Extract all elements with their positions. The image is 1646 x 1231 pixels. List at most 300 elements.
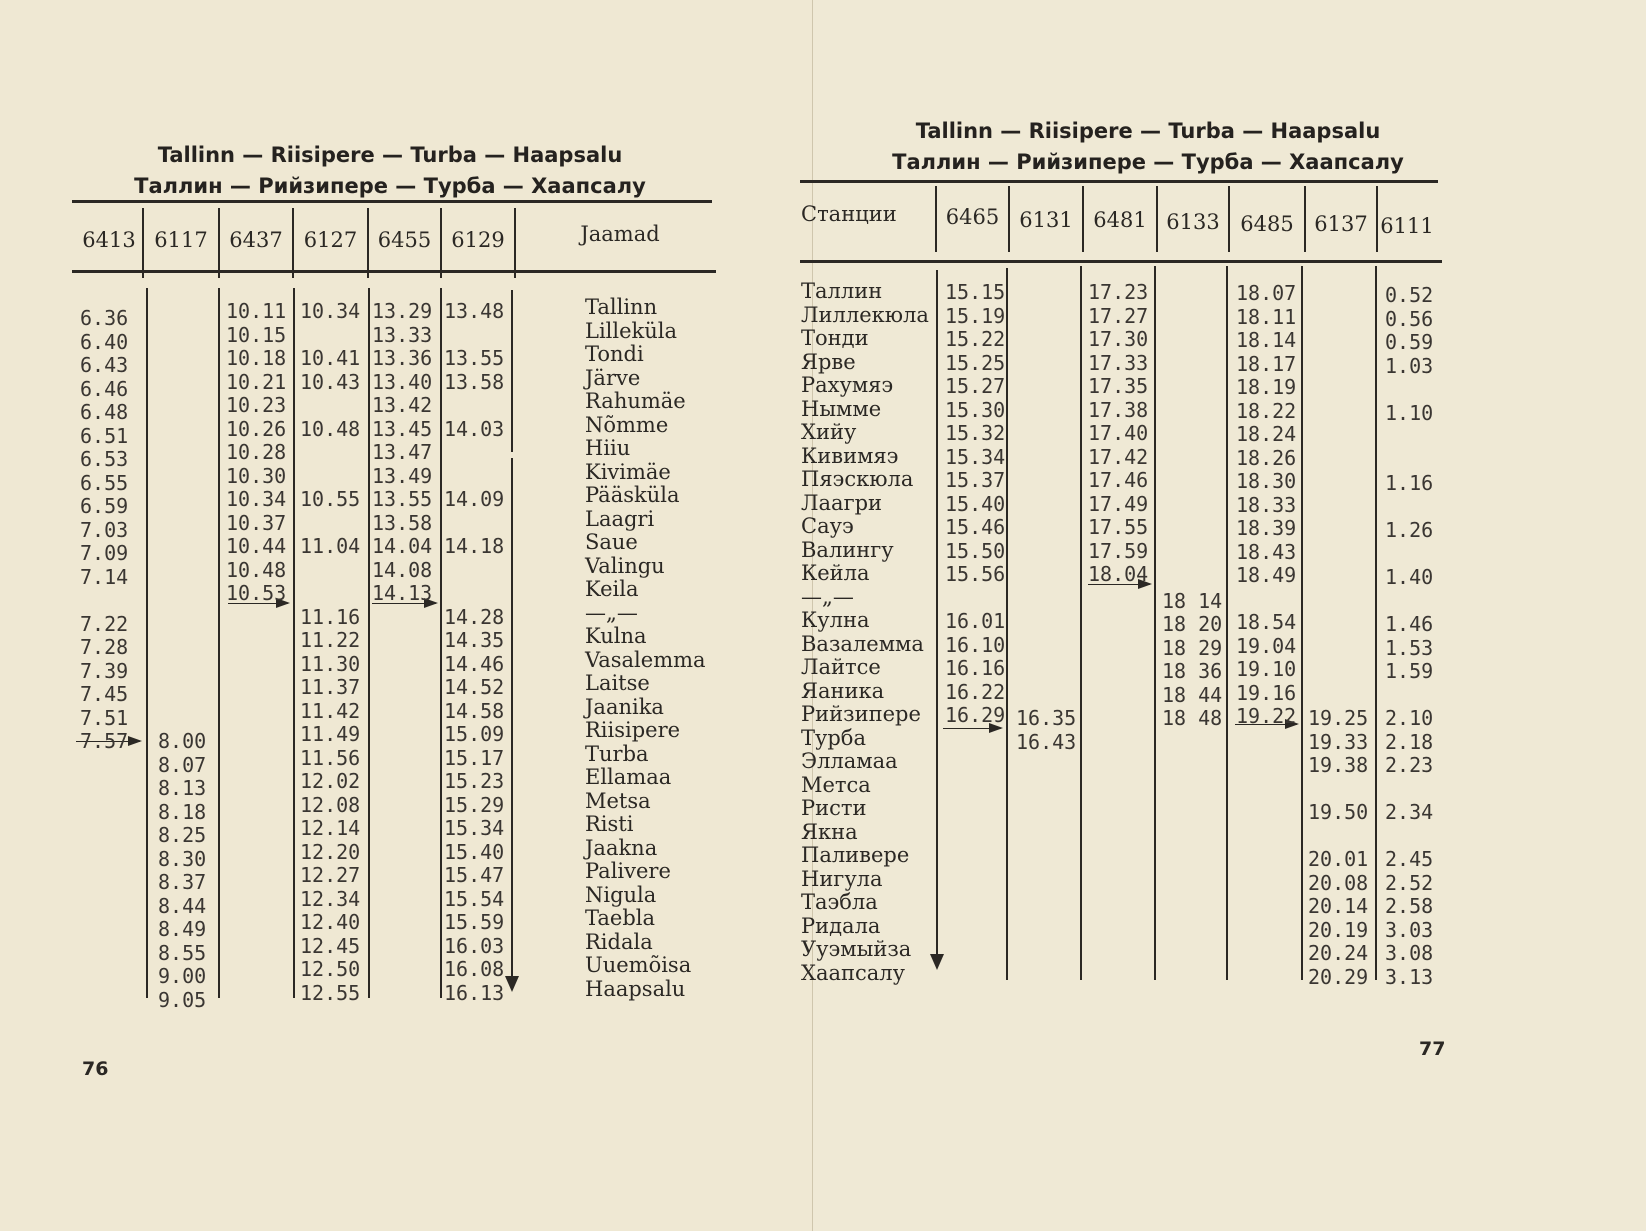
time-cell	[1016, 308, 1076, 332]
time-cell: 18.49	[1236, 563, 1297, 587]
time-cell	[1162, 378, 1222, 402]
left-down-arrow-icon	[505, 976, 519, 992]
time-cell	[444, 559, 504, 583]
time-cell: 9.00	[158, 964, 207, 988]
time-cell	[1236, 752, 1296, 776]
time-cell	[945, 751, 1005, 775]
time-cell	[158, 378, 206, 402]
right-header-6137: 6137	[1314, 212, 1368, 236]
time-cell	[1162, 801, 1222, 825]
right-header-6465: 6465	[945, 205, 1000, 229]
time-cell: 1.16	[1385, 471, 1434, 495]
station-name: Nõmme	[585, 412, 669, 437]
time-cell	[1162, 731, 1222, 755]
time-cell: 15.09	[444, 722, 505, 746]
time-cell: 8.00	[158, 729, 207, 753]
time-cell: 18.11	[1236, 304, 1297, 329]
time-cell	[1016, 496, 1076, 520]
time-cell	[158, 307, 206, 331]
time-cell	[444, 512, 504, 536]
time-cell: 14.09	[444, 487, 505, 511]
time-cell: 1.59	[1385, 659, 1434, 683]
time-cell	[158, 472, 206, 496]
time-cell: 3.03	[1385, 917, 1434, 942]
time-cell: 15.29	[444, 792, 505, 817]
time-cell: 14.58	[444, 698, 505, 723]
station-name: Лаагри	[801, 490, 883, 515]
time-cell	[1016, 425, 1076, 449]
time-cell: 2.45	[1385, 847, 1434, 871]
time-cell: 15.17	[444, 745, 505, 770]
time-cell: 15.56	[945, 562, 1006, 586]
time-cell	[372, 747, 432, 771]
time-cell: 8.25	[158, 823, 207, 847]
time-cell: 11.49	[300, 722, 361, 746]
time-cell: 17.27	[1088, 303, 1149, 328]
time-cell: 19.10	[1236, 657, 1297, 681]
time-cell	[1016, 942, 1076, 966]
time-cell	[1088, 916, 1148, 940]
time-cell: 15.15	[945, 280, 1006, 304]
time-cell	[80, 589, 128, 613]
station-name: Кулна	[801, 608, 870, 632]
time-cell: 10.28	[226, 440, 287, 464]
right-header-6111: 6111	[1380, 214, 1434, 238]
time-cell: 7.03	[80, 517, 129, 542]
time-cell	[158, 425, 206, 449]
time-cell: 6.51	[80, 423, 129, 448]
time-cell	[1308, 660, 1368, 684]
time-cell	[1162, 355, 1222, 379]
time-cell	[158, 354, 206, 378]
station-name: —„—	[585, 600, 638, 625]
time-cell	[1016, 355, 1076, 379]
right-line-6133	[1154, 266, 1156, 980]
time-cell: 13.33	[372, 322, 433, 347]
time-cell: 8.07	[158, 752, 207, 777]
right-header-6481: 6481	[1093, 208, 1147, 232]
time-cell	[158, 448, 206, 472]
time-cell	[226, 747, 286, 771]
time-cell	[444, 465, 504, 489]
time-cell	[372, 888, 432, 912]
time-cell: 14.04	[372, 534, 433, 558]
time-cell	[80, 965, 128, 989]
time-cell: 18 29	[1162, 635, 1223, 660]
time-cell	[80, 801, 128, 825]
time-cell	[1385, 590, 1433, 614]
station-name: Laitse	[585, 671, 650, 695]
station-name: Рийзипере	[801, 702, 921, 726]
time-cell	[444, 394, 504, 418]
time-cell	[226, 723, 286, 747]
time-cell	[1016, 590, 1076, 614]
time-cell	[1088, 728, 1148, 752]
time-cell: 20.08	[1308, 870, 1369, 895]
time-cell: 18.24	[1236, 422, 1297, 446]
time-cell: 16.35	[1016, 706, 1077, 730]
time-cell	[1308, 496, 1368, 520]
time-cell: 18.33	[1236, 492, 1297, 517]
time-cell	[1236, 917, 1296, 941]
time-cell: 0.56	[1385, 306, 1434, 331]
time-cell	[1308, 825, 1368, 849]
time-cell: 16.16	[945, 656, 1006, 680]
time-cell: 18.22	[1236, 398, 1297, 423]
station-name: Пяэскюла	[801, 467, 914, 491]
time-cell	[945, 939, 1005, 963]
time-cell: 15.30	[945, 397, 1006, 422]
left-line-stations-lower	[511, 458, 513, 978]
time-cell: 13.58	[372, 510, 433, 535]
time-cell	[945, 845, 1005, 869]
time-cell: 12.50	[300, 957, 361, 981]
time-cell: 13.55	[444, 346, 505, 370]
time-cell	[945, 963, 1005, 987]
time-cell	[945, 798, 1005, 822]
time-cell: 9.05	[158, 987, 207, 1012]
right-header-6485: 6485	[1240, 212, 1294, 236]
time-cell: 6.53	[80, 447, 129, 471]
time-cell	[1236, 799, 1296, 823]
station-name: Rahumäe	[585, 389, 686, 413]
station-name: Таэбла	[801, 890, 878, 914]
time-cell	[1016, 660, 1076, 684]
time-cell	[1162, 496, 1222, 520]
time-cell: 1.46	[1385, 612, 1434, 636]
time-cell: 12.27	[300, 863, 361, 887]
time-cell: 7.09	[80, 541, 129, 565]
time-cell	[80, 895, 128, 919]
time-cell: 15.34	[945, 444, 1006, 469]
time-cell	[158, 401, 206, 425]
left-line-6437	[218, 288, 220, 998]
time-cell	[1162, 825, 1222, 849]
time-cell	[444, 441, 504, 465]
time-cell	[1088, 657, 1148, 681]
time-cell	[372, 653, 432, 677]
time-cell	[1308, 331, 1368, 355]
time-cell	[1385, 425, 1433, 449]
station-name: Лиллекюла	[801, 302, 929, 327]
time-cell: 15.46	[945, 515, 1006, 539]
time-cell	[1236, 588, 1296, 612]
time-cell	[945, 892, 1005, 916]
time-cell: 14.18	[444, 534, 505, 558]
time-cell	[1016, 566, 1076, 590]
time-cell	[1088, 681, 1148, 705]
time-cell	[1236, 776, 1296, 800]
time-cell	[1016, 402, 1076, 426]
time-cell: 15.59	[444, 910, 505, 934]
time-cell: 13.36	[372, 346, 433, 370]
time-cell: 18 44	[1162, 682, 1223, 707]
time-cell: 12.55	[300, 980, 361, 1005]
right-header-6131: 6131	[1019, 208, 1073, 232]
station-name: Turba	[585, 741, 649, 766]
time-cell: 14.13	[372, 581, 433, 605]
right-col-6481	[1088, 281, 1148, 986]
time-cell	[1088, 775, 1148, 799]
time-cell: 17.30	[1088, 327, 1149, 351]
time-cell	[1016, 331, 1076, 355]
time-cell	[1162, 402, 1222, 426]
time-cell: 14.35	[444, 628, 505, 652]
time-cell	[1236, 893, 1296, 917]
time-cell: 8.37	[158, 870, 207, 894]
time-cell: 11.37	[300, 675, 361, 699]
time-cell: 17.23	[1088, 280, 1149, 304]
time-cell: 12.14	[300, 816, 361, 840]
time-cell	[226, 888, 286, 912]
time-cell	[1016, 543, 1076, 567]
right-title	[853, 116, 1443, 178]
time-cell	[372, 676, 432, 700]
time-cell	[1385, 778, 1433, 802]
time-cell	[300, 559, 360, 583]
station-name: Ууэмыйза	[801, 937, 912, 961]
time-cell: 14.28	[444, 604, 505, 629]
time-cell	[226, 606, 286, 630]
time-cell: 18.17	[1236, 351, 1297, 376]
time-cell	[226, 770, 286, 794]
station-name: Яаника	[801, 678, 885, 703]
time-cell: 6.46	[80, 376, 129, 401]
left-line-6455	[368, 288, 370, 998]
time-cell: 12.02	[300, 769, 361, 793]
time-cell	[1385, 449, 1433, 473]
station-name: Laagri	[585, 506, 655, 531]
time-cell: 17.40	[1088, 421, 1149, 445]
time-cell	[1308, 425, 1368, 449]
station-name: Кивимяэ	[801, 443, 899, 468]
time-cell	[1162, 966, 1222, 990]
time-cell	[226, 864, 286, 888]
time-cell: 6.48	[80, 400, 129, 424]
time-cell: 18.30	[1236, 469, 1297, 493]
time-cell	[80, 989, 128, 1013]
time-cell	[372, 629, 432, 653]
time-cell: 18 48	[1162, 706, 1223, 730]
station-name: Метса	[801, 772, 871, 797]
time-cell: 11.16	[300, 604, 361, 629]
time-cell: 18 14	[1162, 588, 1223, 613]
left-header-6455: 6455	[377, 228, 432, 252]
time-cell	[372, 982, 432, 1006]
time-cell	[372, 723, 432, 747]
station-name: Ярве	[801, 349, 856, 374]
time-cell	[226, 982, 286, 1006]
time-cell: 2.58	[1385, 894, 1434, 918]
time-cell: 10.34	[226, 487, 287, 511]
time-cell	[158, 542, 206, 566]
station-name: Tallinn	[585, 295, 658, 319]
time-cell: 6.43	[80, 353, 129, 377]
time-cell: 13.58	[444, 369, 505, 394]
time-cell: 10.30	[226, 463, 287, 488]
right-title-cyrillic: Таллин — Рийзипере — Турба — Хаапсалу	[892, 150, 1404, 174]
time-cell: 15.37	[945, 468, 1006, 492]
time-cell	[372, 958, 432, 982]
time-cell: 2.10	[1385, 706, 1434, 730]
time-cell: 16.22	[945, 679, 1006, 704]
station-name: Uuemõisa	[585, 953, 692, 977]
time-cell: 13.55	[372, 487, 433, 511]
time-cell	[1308, 402, 1368, 426]
time-cell	[158, 660, 206, 684]
time-cell: 10.53	[226, 581, 287, 605]
station-name: Lilleküla	[585, 318, 678, 343]
station-name: Якна	[801, 819, 858, 844]
time-cell	[158, 683, 206, 707]
time-cell: 1.26	[1385, 518, 1434, 542]
time-cell	[158, 613, 206, 637]
right-col-6137	[1308, 284, 1368, 989]
left-line-6127	[293, 288, 295, 998]
time-cell: 10.41	[300, 346, 361, 370]
time-cell: 17.38	[1088, 397, 1149, 422]
time-cell	[300, 582, 360, 606]
time-cell	[226, 676, 286, 700]
station-name: Nigula	[585, 882, 657, 907]
station-name: Нигула	[801, 866, 883, 891]
station-name: Riisipere	[585, 718, 681, 742]
time-cell	[372, 606, 432, 630]
time-cell	[300, 465, 360, 489]
time-cell	[300, 324, 360, 348]
time-cell	[80, 942, 128, 966]
time-cell: 12.45	[300, 933, 361, 958]
time-cell	[1088, 704, 1148, 728]
time-cell	[226, 653, 286, 677]
time-cell	[158, 495, 206, 519]
left-header-6413: 6413	[82, 228, 136, 252]
time-cell	[226, 958, 286, 982]
time-cell: 10.48	[300, 416, 361, 441]
time-cell	[1162, 778, 1222, 802]
time-cell: 13.40	[372, 369, 433, 394]
time-cell	[226, 935, 286, 959]
time-cell: 18.39	[1236, 516, 1297, 540]
time-cell	[372, 700, 432, 724]
time-cell: 11.22	[300, 628, 361, 652]
time-cell	[372, 911, 432, 935]
time-cell	[1308, 449, 1368, 473]
right-col-6133	[1162, 284, 1222, 989]
time-cell	[1016, 378, 1076, 402]
time-cell: 8.55	[158, 940, 207, 965]
time-cell: 20.01	[1308, 847, 1369, 871]
time-cell: 10.21	[226, 369, 287, 394]
left-col-6455	[372, 300, 432, 1005]
station-name: Jaakna	[585, 835, 658, 860]
time-cell: 18.19	[1236, 375, 1297, 399]
station-name: Järve	[585, 365, 641, 390]
time-cell	[1088, 892, 1148, 916]
time-cell	[1162, 449, 1222, 473]
station-name: Таллин	[801, 279, 883, 303]
time-cell: 15.47	[444, 863, 505, 887]
time-cell	[80, 824, 128, 848]
time-cell: 11.42	[300, 698, 361, 723]
time-cell: 16.08	[444, 957, 505, 981]
station-name: Vasalemma	[585, 647, 706, 672]
time-cell: 10.26	[226, 416, 287, 441]
time-cell	[158, 589, 206, 613]
time-cell: 17.46	[1088, 468, 1149, 492]
time-cell	[1016, 778, 1076, 802]
time-cell: 15.34	[444, 816, 505, 840]
right-col-6131	[1016, 284, 1076, 989]
left-col-6413	[80, 307, 128, 1012]
time-cell	[1308, 590, 1368, 614]
time-cell: 1.53	[1385, 635, 1434, 660]
left-col-6129	[444, 300, 504, 1005]
left-title	[120, 140, 660, 202]
right-col-6485	[1236, 282, 1296, 987]
time-cell: 16.03	[444, 933, 505, 958]
time-cell	[1162, 566, 1222, 590]
left-title-cyrillic: Таллин — Рийзипере — Турба — Хаапсалу	[134, 174, 646, 198]
left-page-number: 76	[82, 1058, 109, 1080]
left-top-rule	[72, 200, 712, 203]
time-cell: 14.03	[444, 416, 505, 441]
time-cell: 15.40	[444, 839, 505, 864]
time-cell	[1088, 610, 1148, 634]
time-cell	[372, 841, 432, 865]
right-header-6133: 6133	[1166, 210, 1220, 234]
time-cell: 18 20	[1162, 612, 1223, 636]
station-name: Нымме	[801, 396, 882, 421]
station-name: Валингу	[801, 537, 894, 562]
time-cell	[945, 869, 1005, 893]
time-cell: 12.20	[300, 839, 361, 864]
station-name: Haapsalu	[585, 976, 686, 1001]
time-cell	[945, 775, 1005, 799]
time-cell	[1308, 378, 1368, 402]
time-cell: 16.43	[1016, 729, 1077, 754]
station-name: Risti	[585, 812, 634, 836]
time-cell	[1016, 519, 1076, 543]
time-cell	[1016, 637, 1076, 661]
station-name: Вазалемма	[801, 631, 924, 656]
time-cell: 15.23	[444, 769, 505, 793]
time-cell	[1308, 684, 1368, 708]
time-cell: 17.55	[1088, 515, 1149, 539]
time-cell: 16.13	[444, 980, 505, 1005]
time-cell	[1016, 848, 1076, 872]
time-cell	[1308, 355, 1368, 379]
time-cell: 10.23	[226, 393, 287, 417]
time-cell: 18.26	[1236, 445, 1297, 470]
time-cell	[226, 911, 286, 935]
time-cell	[1236, 870, 1296, 894]
right-col-stations	[801, 280, 929, 985]
time-cell	[158, 636, 206, 660]
time-cell	[1088, 822, 1148, 846]
time-cell: 13.47	[372, 440, 433, 464]
time-cell	[444, 324, 504, 348]
time-cell: 15.27	[945, 374, 1006, 398]
station-name: Хаапсалу	[801, 960, 905, 985]
time-cell	[1162, 754, 1222, 778]
time-cell	[1236, 940, 1296, 964]
time-cell: 6.36	[80, 306, 129, 330]
time-cell: 16.01	[945, 609, 1006, 633]
time-cell	[1308, 613, 1368, 637]
time-cell: 18 36	[1162, 659, 1223, 683]
time-cell: 15.54	[444, 886, 505, 911]
